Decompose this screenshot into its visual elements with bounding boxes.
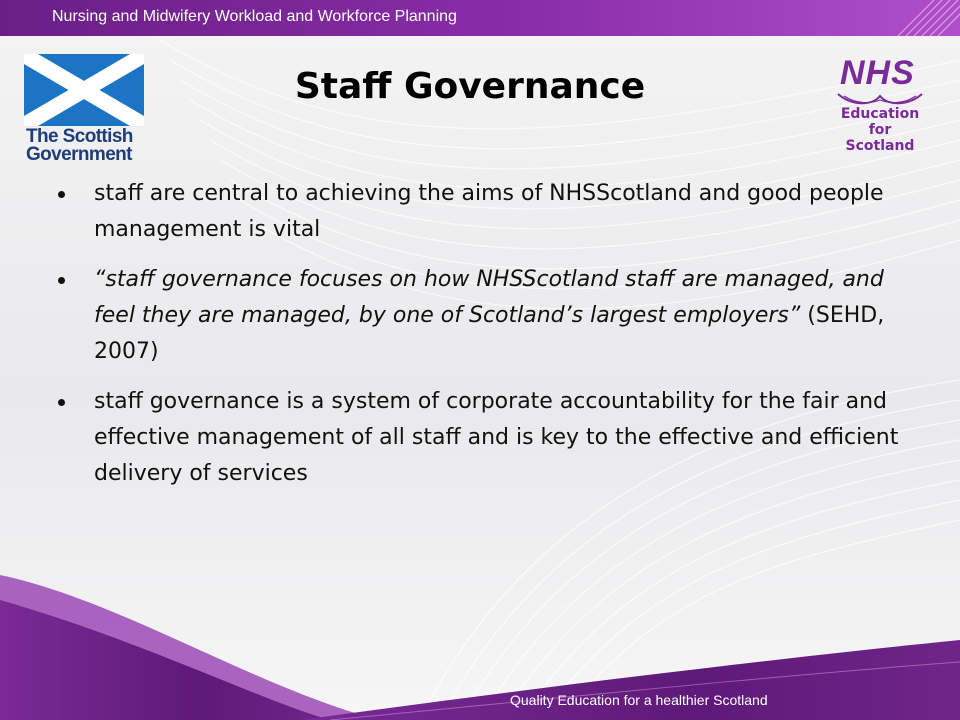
- banner-title: Nursing and Midwifery Workload and Workforce Planning: [52, 8, 457, 25]
- bullet-dot-icon: [58, 277, 65, 284]
- nhs-mark: NHS: [840, 54, 915, 92]
- bullet-list: [58, 176, 908, 506]
- scottish-government-logo-line1: The Scottish: [26, 126, 133, 147]
- footer-tagline: Quality Education for a healthier Scotland: [510, 692, 768, 708]
- bullet-item-1: [58, 176, 908, 248]
- bullet-item-2: [58, 262, 908, 370]
- nhs-logo-line2: for: [868, 122, 892, 138]
- banner-stripes-decoration: [890, 0, 960, 36]
- bullet-item-3: [58, 384, 908, 492]
- bullet-dot-icon: [58, 399, 65, 406]
- nhs-logo-line3: Scotland: [845, 138, 915, 154]
- bullet-citation: (SEHD, 2007): [94, 303, 885, 364]
- nhs-logo-line1: Education: [840, 106, 920, 122]
- scottish-government-logo-line2: Government: [26, 144, 132, 165]
- top-banner: [0, 0, 960, 36]
- bullet-quote: “staff governance focuses on how NHSScotland staff are managed, and feel they are managed, by one of Scotland’s largest employers”: [94, 267, 884, 328]
- bullet-text-1: staff are central to achieving the aims of NHSScotland and good people management is vital: [94, 181, 884, 242]
- bullet-text-3: staff governance is a system of corporate accountability for the fair and effective management of all staff and is key to the effective and efficient delivery of services: [94, 389, 899, 486]
- slide-title: Staff Governance: [294, 66, 646, 107]
- bullet-dot-icon: [58, 191, 65, 198]
